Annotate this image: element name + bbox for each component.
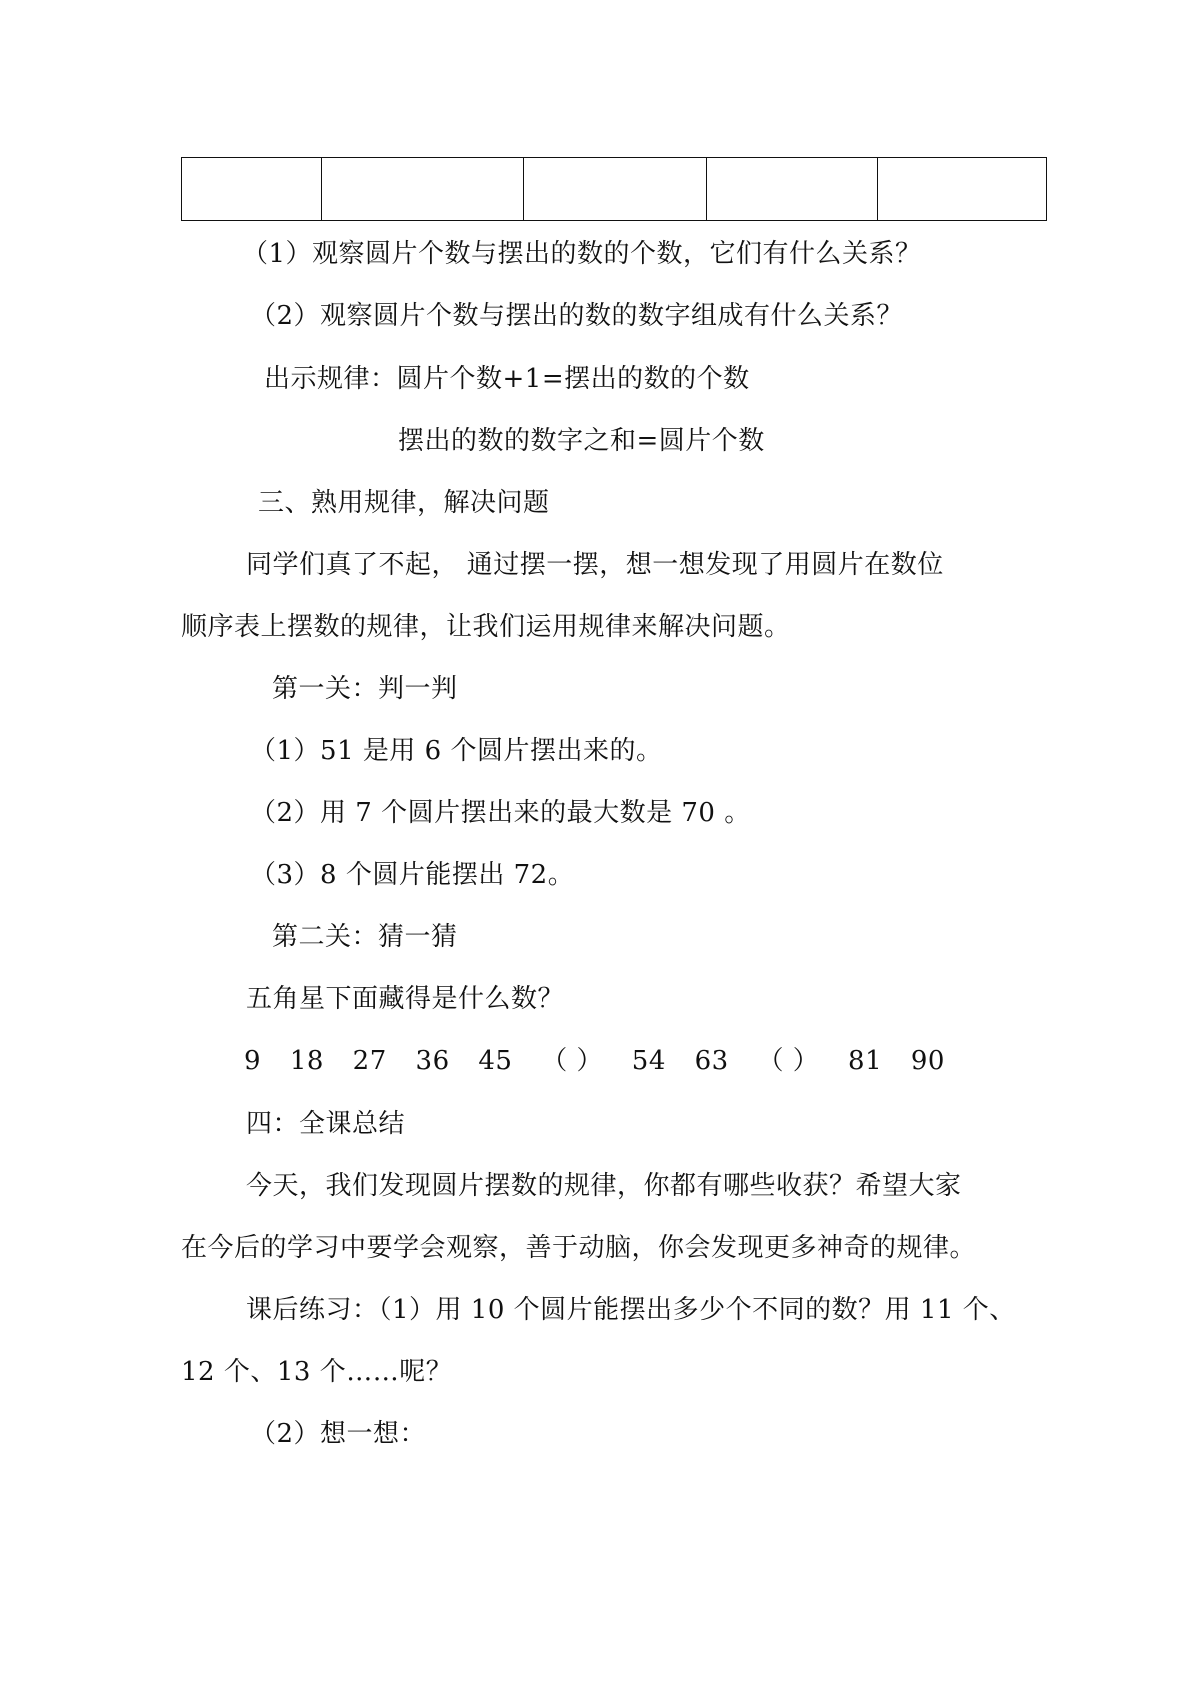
paragraph-1-line-1: 同学们真了不起， 通过摆一摆，想一想发现了用圆片在数位 [246, 550, 944, 580]
sequence-item: 18 [289, 1046, 324, 1076]
section-heading-3: 三、熟用规律，解决问题 [258, 488, 550, 518]
sequence-blank: （ ） [541, 1046, 604, 1076]
question-2: （2）观察圆片个数与摆出的数的数字组成有什么关系？ [250, 301, 904, 331]
guess-question: 五角星下面藏得是什么数？ [246, 984, 565, 1014]
table-cell [707, 158, 878, 221]
paragraph-2-line-2: 在今后的学习中要学会观察，善于动脑，你会发现更多神奇的规律。 [181, 1233, 977, 1263]
table-cell [182, 158, 322, 221]
homework-1-line-2: 12 个、13 个……呢？ [181, 1357, 453, 1387]
paragraph-1-line-2: 顺序表上摆数的规律，让我们运用规律来解决问题。 [181, 612, 791, 642]
sequence-item: 90 [910, 1046, 945, 1076]
table-cell [321, 158, 523, 221]
homework-2: （2）想一想： [250, 1419, 427, 1449]
table-row [182, 158, 1047, 221]
table-cell [523, 158, 707, 221]
sequence-item: 9 [244, 1046, 262, 1076]
number-sequence [244, 1044, 965, 1078]
rule-2: 摆出的数的数字之和=圆片个数 [398, 426, 765, 456]
sequence-item: 54 [631, 1046, 666, 1076]
sequence-item: 27 [352, 1046, 387, 1076]
sequence-item: 45 [478, 1046, 513, 1076]
sequence-item: 36 [415, 1046, 450, 1076]
level-1-heading: 第一关：判一判 [272, 674, 458, 704]
level-2-heading: 第二关：猜一猜 [272, 922, 458, 952]
sequence-item: 63 [694, 1046, 729, 1076]
question-1: （1）观察圆片个数与摆出的数的个数，它们有什么关系？ [242, 239, 922, 269]
data-table [181, 157, 1047, 221]
judge-item-1: （1）51 是用 6 个圆片摆出来的。 [250, 736, 663, 766]
rule-1: 出示规律：圆片个数+1=摆出的数的个数 [264, 364, 750, 394]
sequence-item: 81 [848, 1046, 883, 1076]
judge-item-2: （2）用 7 个圆片摆出来的最大数是 70 。 [250, 798, 751, 828]
paragraph-2-line-1: 今天，我们发现圆片摆数的规律，你都有哪些收获？希望大家 [246, 1171, 962, 1201]
judge-item-3: （3）8 个圆片能摆出 72。 [250, 860, 575, 890]
homework-1-line-1: 课后练习：（1）用 10 个圆片能摆出多少个不同的数？用 11 个、 [246, 1295, 1016, 1325]
table-cell [878, 158, 1047, 221]
section-heading-4: 四：全课总结 [246, 1109, 406, 1139]
sequence-blank: （ ） [757, 1046, 820, 1076]
